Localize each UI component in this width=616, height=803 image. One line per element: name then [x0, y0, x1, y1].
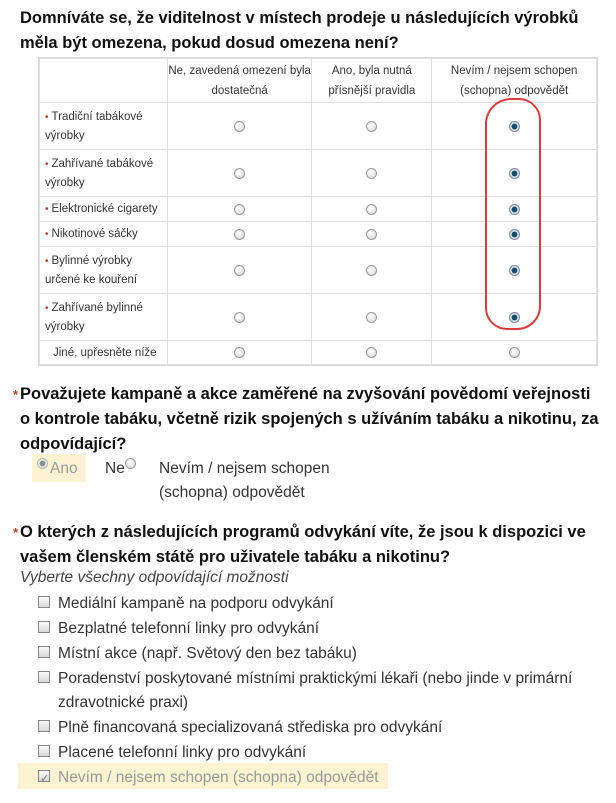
matrix-row — [40, 103, 597, 150]
radio-button[interactable] — [366, 265, 377, 276]
question-1-title: Domníváte se, že viditelnost v místech prodeje u následujících výrobků měla být omezena, pokud dosud omezena není? — [20, 9, 579, 52]
required-icon: • — [45, 111, 49, 123]
matrix-row — [40, 222, 597, 247]
required-icon: • — [45, 302, 49, 314]
checkbox-option[interactable]: Bezplatné telefonní linky pro odvykání — [36, 617, 596, 641]
column-header: Ne, zavedená omezení byla dostatečná — [168, 59, 312, 103]
radio-button-selected[interactable] — [509, 312, 520, 323]
required-icon: • — [45, 255, 49, 267]
radio-button-selected[interactable] — [509, 265, 520, 276]
matrix-row — [40, 197, 597, 222]
required-icon: • — [45, 203, 49, 215]
row-label: • Nikotinové sáčky — [40, 222, 168, 247]
column-header: Ano, byla nutná přísnější pravidla — [312, 59, 432, 103]
option-nevim[interactable]: Nevím / nejsem schopen (schopna) odpovědět — [159, 460, 330, 501]
matrix-table — [39, 58, 597, 365]
row-label: • Zahřívané bylinné výrobky — [40, 294, 168, 341]
required-icon: * — [13, 525, 19, 540]
radio-button[interactable] — [234, 347, 245, 358]
matrix-row — [40, 247, 597, 294]
question-3-checklist — [36, 592, 596, 791]
matrix-grid — [38, 57, 598, 366]
row-label: • Zahřívané tabákové výrobky — [40, 150, 168, 197]
radio-button[interactable] — [234, 229, 245, 240]
checkbox-checked[interactable] — [38, 770, 50, 782]
required-icon: • — [45, 158, 49, 170]
radio-button[interactable] — [366, 347, 377, 358]
checkbox-option[interactable]: Místní akce (např. Světový den bez tabáku) — [36, 642, 596, 666]
option-ne[interactable]: Ne — [105, 457, 138, 481]
checkbox-option[interactable]: Placené telefonní linky pro odvykání — [36, 741, 596, 765]
matrix-row — [40, 150, 597, 197]
question-3 — [14, 520, 604, 570]
row-label: • Bylinné výrobky určené ke kouření — [40, 247, 168, 294]
checkbox-option[interactable]: Poradenství poskytované místními praktickými lékaři (nebo jinde v primární zdravotnické praxi) — [36, 667, 596, 715]
radio-button-selected[interactable] — [37, 458, 48, 469]
required-icon: • — [45, 228, 49, 240]
checkbox[interactable] — [38, 720, 50, 732]
option-ano[interactable]: Ano — [37, 457, 78, 481]
required-icon: * — [13, 387, 19, 402]
radio-button[interactable] — [234, 312, 245, 323]
radio-button[interactable] — [234, 168, 245, 179]
checkbox[interactable] — [38, 745, 50, 757]
column-header: Nevím / nejsem schopen (schopna) odpovědět — [432, 59, 597, 103]
radio-button-selected[interactable] — [509, 168, 520, 179]
matrix-corner — [40, 59, 168, 103]
question-2-options — [32, 454, 592, 506]
question-2-title: * Považujete kampaně a akce zaměřené na zvyšování povědomí veřejnosti o kontrole tabáku, včetně rizik spojených s užíváním tabáku a nikotinu, za odpovídající? — [14, 382, 604, 457]
radio-button[interactable] — [234, 204, 245, 215]
question-2 — [13, 382, 604, 501]
question-3-hint: Vyberte všechny odpovídající možnosti — [20, 569, 289, 586]
matrix-row — [40, 294, 597, 341]
radio-button[interactable] — [509, 347, 520, 358]
checkbox[interactable] — [38, 596, 50, 608]
checkbox-option[interactable]: Plně financovaná specializovaná střediska pro odvykání — [36, 716, 596, 740]
row-label: Jiné, upřesněte níže — [40, 341, 168, 365]
checkbox-option-selected[interactable]: ✓ Nevím / nejsem schopen (schopna) odpovědět — [36, 766, 596, 790]
row-label: • Elektronické cigarety — [40, 197, 168, 222]
radio-button[interactable] — [125, 458, 136, 469]
radio-button-selected[interactable] — [509, 121, 520, 132]
radio-button[interactable] — [366, 204, 377, 215]
radio-button[interactable] — [366, 229, 377, 240]
question-3-title: * O kterých z následujících programů odvykání víte, že jsou k dispozici ve vašem členském státě pro uživatele tabáku a nikotinu? — [14, 520, 604, 570]
radio-button-selected[interactable] — [509, 204, 520, 215]
checkbox[interactable] — [38, 621, 50, 633]
radio-button[interactable] — [234, 121, 245, 132]
checkbox[interactable] — [38, 671, 50, 683]
matrix-row — [40, 341, 597, 365]
row-label: • Tradiční tabákové výrobky — [40, 103, 168, 150]
radio-button-selected[interactable] — [509, 229, 520, 240]
radio-button[interactable] — [366, 168, 377, 179]
checkbox-option[interactable]: Mediální kampaně na podporu odvykání — [36, 592, 596, 616]
checkbox[interactable] — [38, 646, 50, 658]
radio-button[interactable] — [234, 265, 245, 276]
radio-button[interactable] — [366, 312, 377, 323]
radio-button[interactable] — [366, 121, 377, 132]
